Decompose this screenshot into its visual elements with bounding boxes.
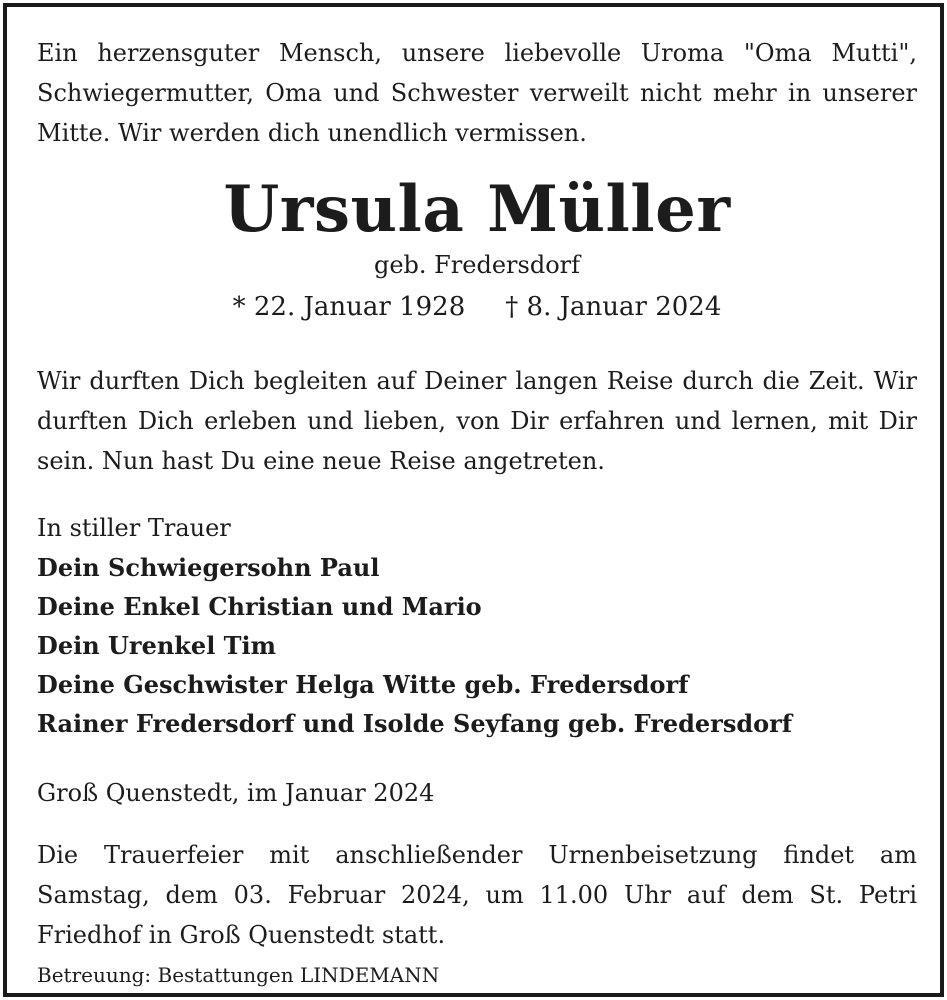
- death-date: † 8. Januar 2024: [505, 292, 722, 322]
- funeral-info: Die Trauerfeier mit anschließender Urnenbeisetzung findet am Samstag, dem 03. Februar 2024, um 11.00 Uhr auf dem St. Petri Friedhof in Groß Quenstedt statt.: [37, 841, 917, 949]
- place-date: Groß Quenstedt, im Januar 2024: [37, 779, 435, 807]
- deceased-name: Ursula Müller: [223, 172, 731, 247]
- mourners-intro: In stiller Trauer: [37, 514, 231, 542]
- poem-text: Wir durften Dich begleiten auf Deiner langen Reise durch die Zeit. Wir durften Dich erleben und lieben, von Dir erfahren und lernen, mit Dir sein. Nun hast Du eine neue Reise angetreten.: [37, 367, 917, 475]
- mourner-line: Deine Geschwister Helga Witte geb. Fredersdorf: [37, 670, 689, 699]
- mourner-line: Dein Urenkel Tim: [37, 631, 277, 660]
- birth-name: geb. Fredersdorf: [373, 251, 581, 279]
- mourner-line: Dein Schwiegersohn Paul: [37, 553, 380, 582]
- birth-date: * 22. Januar 1928: [232, 292, 466, 322]
- life-dates: [37, 287, 917, 327]
- intro-text: Ein herzensguter Mensch, unsere liebevolle Uroma "Oma Mutti", Schwiegermutter, Oma und Schwester verweilt nicht mehr in unserer Mitte. Wir werden dich unendlich vermissen.: [37, 39, 917, 147]
- obituary-frame: [3, 3, 944, 997]
- mourner-line: Rainer Fredersdorf und Isolde Seyfang geb. Fredersdorf: [37, 709, 793, 738]
- mourner-line: Deine Enkel Christian und Mario: [37, 592, 482, 621]
- undertaker-note: Betreuung: Bestattungen LINDEMANN: [37, 963, 440, 987]
- obituary-content: [37, 33, 917, 991]
- mourners-block: [37, 509, 917, 743]
